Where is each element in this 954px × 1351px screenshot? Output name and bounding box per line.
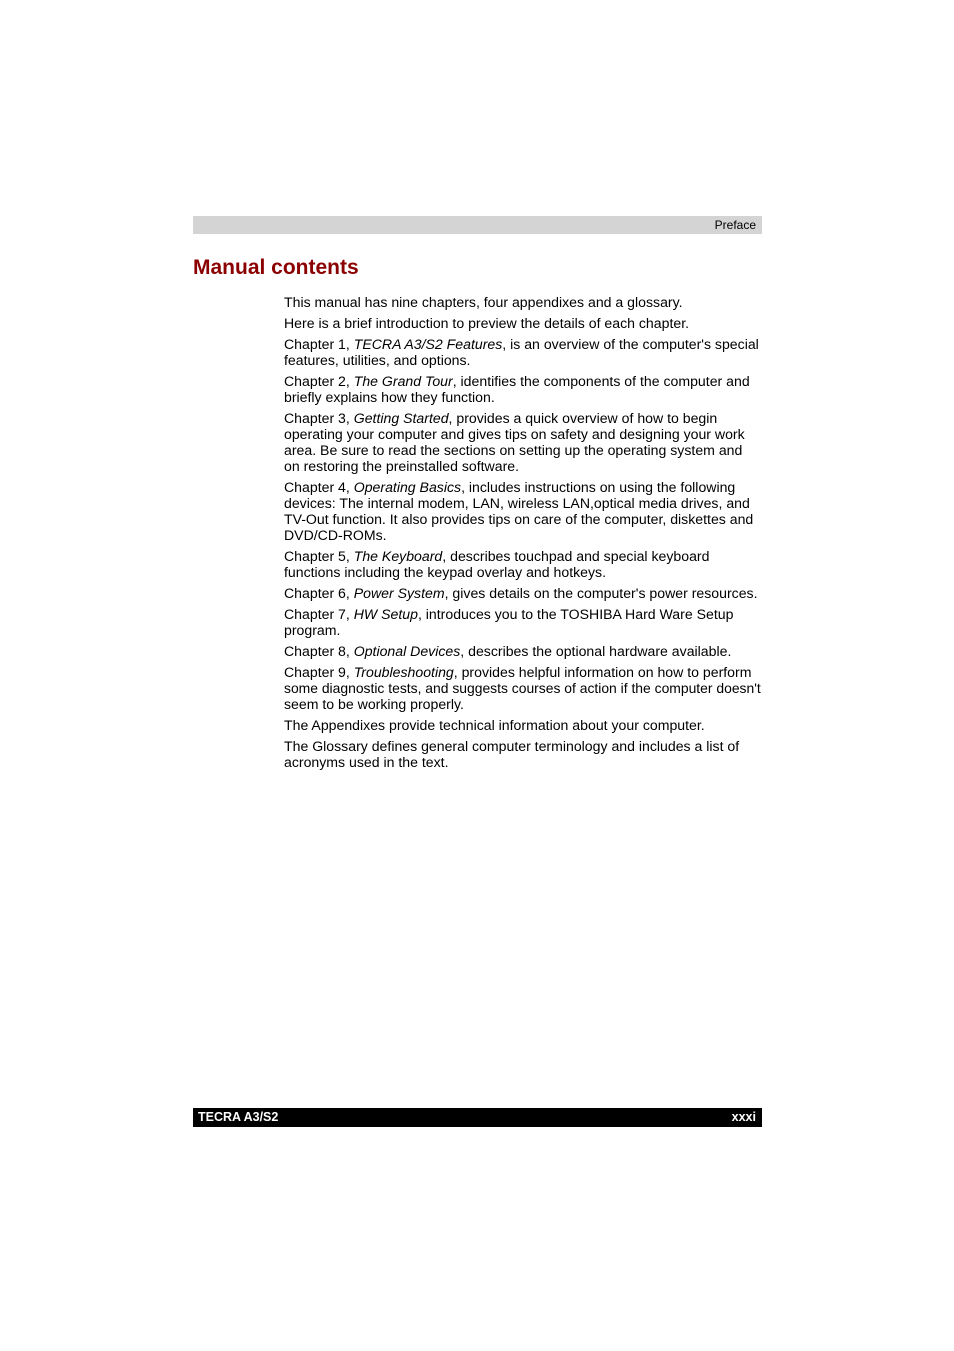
text-line <box>284 696 762 712</box>
text-run: Here is a brief introduction to preview the details of each chapter. <box>284 315 690 331</box>
text-run: TV-Out function. It also provides tips on care of the computer, diskettes and <box>284 511 754 527</box>
text-line <box>284 442 762 458</box>
page-title: Manual contents <box>193 256 359 279</box>
text-line <box>284 336 762 352</box>
body-paragraph <box>284 548 762 580</box>
text-run: area. Be sure to read the sections on setting up the operating system and <box>284 442 743 458</box>
text-run: Chapter 4, <box>284 479 354 495</box>
text-run: functions including the keypad overlay and hotkeys. <box>284 564 607 580</box>
text-line <box>284 643 762 659</box>
text-line <box>284 389 762 405</box>
text-run: Chapter 6, <box>284 585 354 601</box>
text-line <box>284 410 762 426</box>
text-line <box>284 426 762 442</box>
text-run: program. <box>284 622 341 638</box>
text-run: acronyms used in the text. <box>284 754 449 770</box>
text-run: , gives details on the computer's power resources. <box>444 585 758 601</box>
text-line <box>284 458 762 474</box>
text-line <box>284 717 762 733</box>
chapter-title: TECRA A3/S2 Features <box>353 336 503 352</box>
text-run: , describes the optional hardware available. <box>460 643 732 659</box>
footer-product-name: TECRA A3/S2 <box>198 1110 279 1124</box>
text-run: , identifies the components of the computer and <box>452 373 750 389</box>
body-paragraph <box>284 717 762 733</box>
body-paragraph <box>284 479 762 543</box>
chapter-title: HW Setup <box>353 606 418 622</box>
text-line <box>284 622 762 638</box>
text-line <box>284 352 762 368</box>
text-run: some diagnostic tests, and suggests courses of action if the computer doesn't <box>284 680 761 696</box>
text-run: features, utilities, and options. <box>284 352 471 368</box>
text-run: Chapter 2, <box>284 373 354 389</box>
text-run: devices: The internal modem, LAN, wireless LAN,optical media drives, and <box>284 495 750 511</box>
text-run: This manual has nine chapters, four appendixes and a glossary. <box>284 294 683 310</box>
footer-page-number: xxxi <box>731 1110 756 1124</box>
text-run: Chapter 9, <box>284 664 354 680</box>
text-line <box>284 315 762 331</box>
text-line <box>284 738 762 754</box>
text-run: The Appendixes provide technical information about your computer. <box>284 717 705 733</box>
chapter-title: The Keyboard <box>353 548 443 564</box>
text-run: , provides helpful information on how to perform <box>453 664 752 680</box>
body-paragraph <box>284 410 762 474</box>
body-paragraph <box>284 643 762 659</box>
text-run: , introduces you to the TOSHIBA Hard Ware Setup <box>417 606 734 622</box>
text-run: Chapter 7, <box>284 606 354 622</box>
body-paragraph <box>284 738 762 770</box>
text-line <box>284 373 762 389</box>
chapter-title: Power System <box>353 585 445 601</box>
text-run: , is an overview of the computer's special <box>502 336 759 352</box>
text-line <box>284 495 762 511</box>
chapter-title: Operating Basics <box>353 479 462 495</box>
text-line <box>284 564 762 580</box>
text-run: Chapter 1, <box>284 336 354 352</box>
text-run: The Glossary defines general computer terminology and includes a list of <box>284 738 740 754</box>
chapter-title: Troubleshooting <box>353 664 454 680</box>
body-text <box>284 294 762 775</box>
text-line <box>284 754 762 770</box>
body-paragraph <box>284 373 762 405</box>
text-run: operating your computer and gives tips on safety and designing your work <box>284 426 745 442</box>
text-run: DVD/CD-ROMs. <box>284 527 387 543</box>
text-line <box>284 294 762 310</box>
text-line <box>284 585 762 601</box>
chapter-title: The Grand Tour <box>353 373 453 389</box>
chapter-title: Optional Devices <box>353 643 461 659</box>
body-paragraph <box>284 294 762 310</box>
text-run: on restoring the preinstalled software. <box>284 458 520 474</box>
text-run: Chapter 8, <box>284 643 354 659</box>
text-run: , includes instructions on using the following <box>461 479 736 495</box>
body-paragraph <box>284 336 762 368</box>
text-line <box>284 479 762 495</box>
body-paragraph <box>284 315 762 331</box>
text-line <box>284 511 762 527</box>
text-line <box>284 680 762 696</box>
text-run: seem to be working properly. <box>284 696 464 712</box>
text-line <box>284 606 762 622</box>
text-run: , provides a quick overview of how to begin <box>448 410 718 426</box>
body-paragraph <box>284 606 762 638</box>
body-paragraph <box>284 585 762 601</box>
header-section-label: Preface <box>714 218 756 232</box>
running-header <box>193 216 762 234</box>
body-paragraph <box>284 664 762 712</box>
text-run: Chapter 3, <box>284 410 354 426</box>
chapter-title: Getting Started <box>353 410 449 426</box>
text-run: , describes touchpad and special keyboard <box>442 548 710 564</box>
text-line <box>284 664 762 680</box>
text-line <box>284 527 762 543</box>
text-run: Chapter 5, <box>284 548 354 564</box>
running-footer <box>193 1108 762 1127</box>
text-run: briefly explains how they function. <box>284 389 495 405</box>
text-line <box>284 548 762 564</box>
